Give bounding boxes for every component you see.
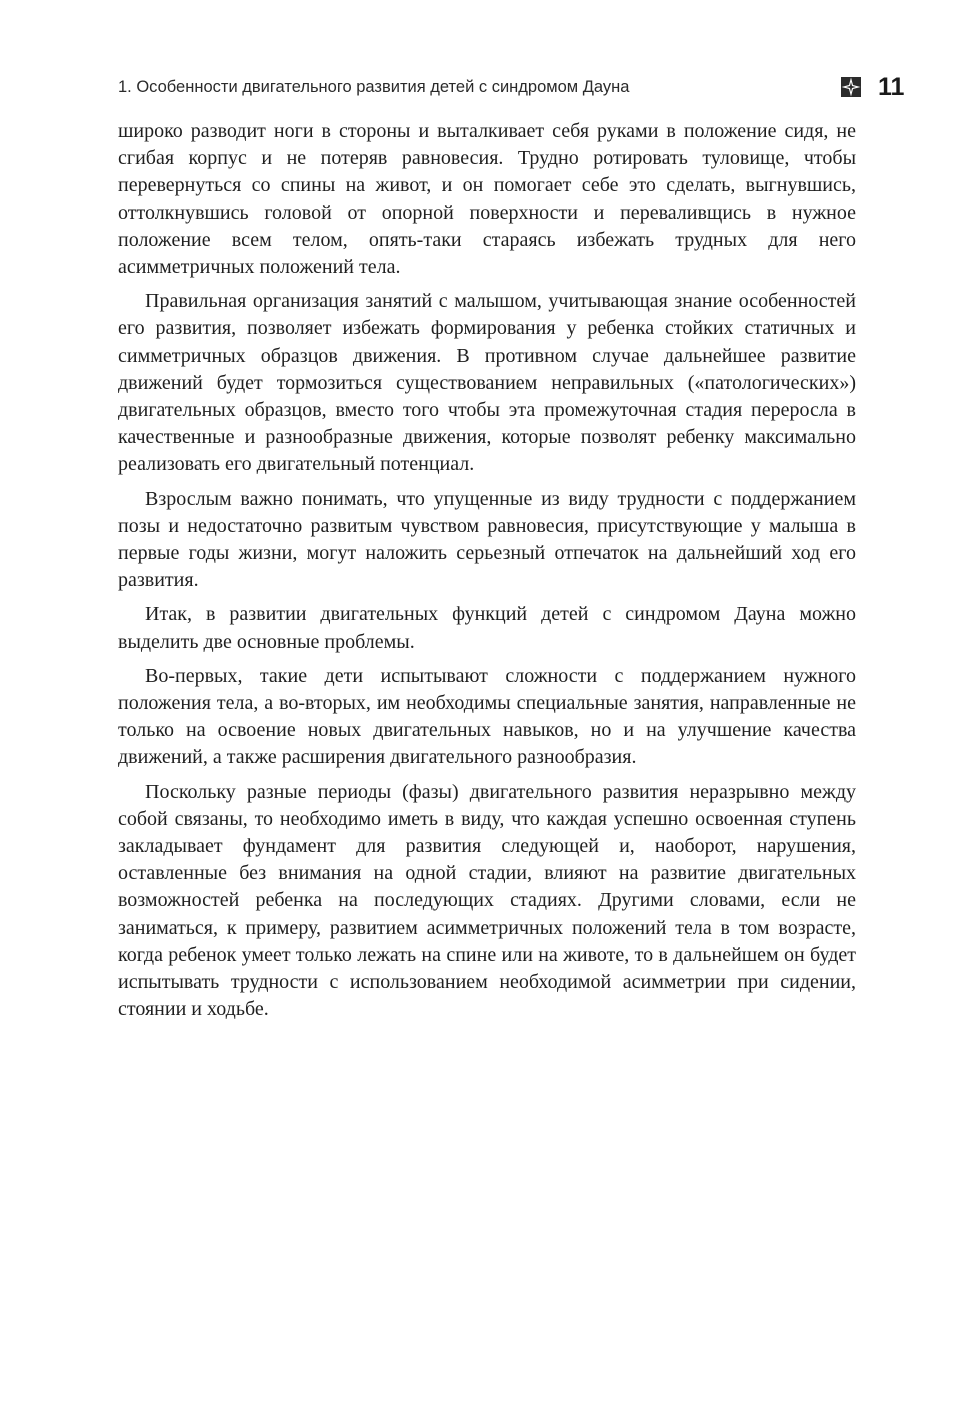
paragraph-continued: широко разводит ноги в стороны и выталкивает себя руками в положение сидя, не сгибая корпус и не потеряв равновесия. Трудно ротировать туловище, чтобы перевернуться со спины на живот, и он помогает себе это сделать, выгнувшись, оттолкнувшись головой от опорной поверхности и переваливщись в нужное положение всем телом, опять-таки стараясь избежать трудных для него асимметричных положений тела. [118, 120, 856, 279]
paragraph: Во-первых, такие дети испытывают сложности с поддержанием нужного положения тела, а во-вторых, им необходимы специальные занятия, направленные не только на освоение новых двигательных навыков, но и на улучшение качества движений, а также расширения двигательного разнообразия. [118, 664, 856, 769]
running-header [118, 72, 908, 104]
body-text [118, 118, 856, 1031]
paragraph: Взрослым важно понимать, что упущенные из виду трудности с поддержанием позы и недостаточно развитым чувством равновесия, присутствующие у малыша в первые годы жизни, могут наложить серьезный отпечаток на дальнейший ход его развития. [118, 487, 856, 592]
paragraph: Итак, в развитии двигательных функций детей с синдромом Дауна можно выделить две основные проблемы. [118, 603, 856, 653]
star-diamond-ornament-icon [839, 75, 863, 99]
paragraph: Поскольку разные периоды (фазы) двигательного развития неразрывно между собой связаны, то необходимо иметь в виду, что каждая успешно освоенная ступень закладывает фундамент для развития следующей и, наоборот, нарушения, оставленные без внимания на одной стадии, влияют на развитие двигательных возможностей ребенка на последующих стадиях. Другими словами, если не заниматься, к примеру, развитием асимметричных положений тела в том возрасте, когда ребенок умеет только лежать на спине или на животе, то в дальнейшем он будет испытывать трудности с использованием необходимой асимметрии при сидении, стоянии и ходьбе. [118, 780, 856, 1021]
paragraph: Правильная организация занятий с малышом, учитывающая знание особенностей его развития, позволяет избежать формирования у ребенка стойких статичных и симметричных образцов движения. В противном случае дальнейшее развитие движений будет тормозиться существованием неправильных («патологических») двигательных образцов, вместо того чтобы эта промежуточная стадия переросла в качественные и разнообразные движения, которые позволят ребенку максимально реализовать его двигательный потенциал. [118, 290, 856, 476]
page-number: 11 [878, 73, 905, 101]
chapter-title: 1. Особенности двигательного развития детей с синдромом Дауна [118, 78, 630, 96]
